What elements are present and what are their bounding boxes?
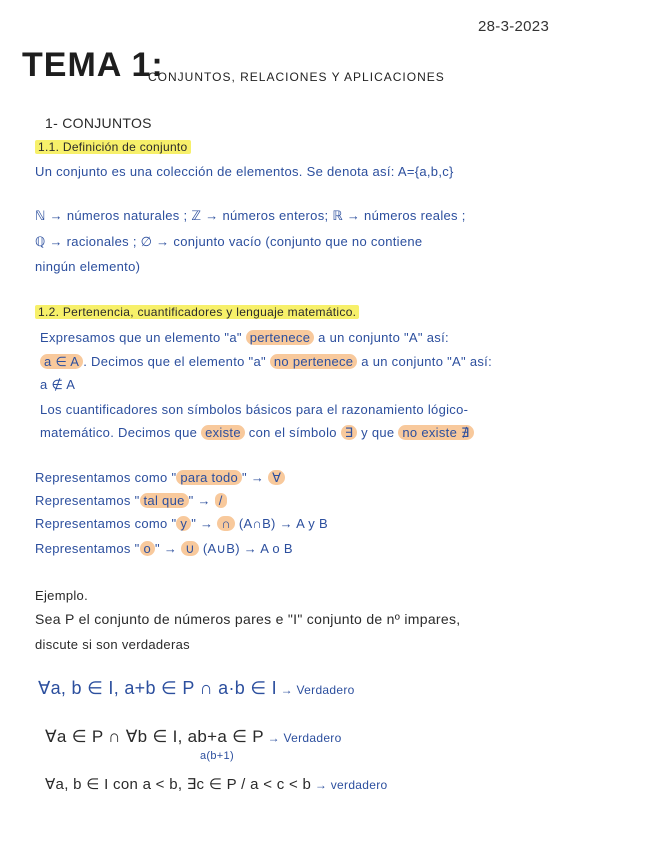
note-text: Representamos " — [35, 541, 140, 556]
highlighted-text: 1.1. Definición de conjunto — [35, 140, 191, 154]
note-text: ∀a, b ∈ I, a+b ∈ P ∩ a·b ∈ I — [38, 678, 277, 698]
note-line — [40, 425, 474, 441]
note-text: " → — [155, 541, 182, 556]
note-line — [40, 354, 492, 370]
note-line — [35, 259, 140, 274]
note-text: ∀a ∈ P ∩ ∀b ∈ I, ab+a ∈ P — [45, 727, 264, 746]
highlighted-text: 1.2. Pertenencia, cuantificadores y lenguaje matemático. — [35, 305, 359, 319]
note-text: Sea P el conjunto de números pares e "I" conjunto de nº impares, — [35, 611, 461, 627]
note-text: → verdadero — [311, 778, 388, 792]
note-text: " → — [191, 516, 218, 531]
highlighted-text: a ∈ A — [40, 354, 83, 369]
highlighted-text: tal que — [140, 493, 189, 508]
note-text: (A∩B) → A y B — [234, 516, 328, 531]
highlighted-text: para todo — [176, 470, 242, 485]
note-text: Ejemplo. — [35, 588, 88, 603]
note-text: discute si son verdaderas — [35, 637, 190, 652]
note-line — [35, 470, 285, 486]
note-text: ∀a, b ∈ I con a < b, ∃c ∈ P / a < c < b — [45, 776, 312, 793]
note-text: matemático. Decimos que — [40, 425, 202, 440]
note-text: " → — [188, 493, 215, 508]
highlighted-text: pertenece — [246, 330, 315, 345]
note-text: a ∉ A — [40, 377, 76, 392]
note-text: a un conjunto "A" así: — [314, 330, 449, 345]
note-line — [40, 330, 449, 345]
note-text: con el símbolo — [244, 425, 341, 440]
note-text: ℕ → números naturales ; ℤ → números enteros; ℝ → números reales ; — [35, 208, 466, 223]
note-line — [35, 208, 466, 224]
note-line — [35, 234, 422, 250]
note-text: Representamos como " — [35, 516, 177, 531]
page-title: TEMA 1: — [22, 46, 164, 84]
note-line — [40, 377, 75, 393]
note-text: 1- CONJUNTOS — [45, 115, 152, 131]
note-line — [45, 775, 388, 793]
note-line — [35, 164, 454, 179]
highlighted-text: / — [215, 493, 227, 508]
note-text: . Decimos que el elemento "a" — [83, 354, 270, 369]
note-text: → Verdadero — [263, 731, 342, 745]
note-line — [35, 541, 293, 557]
note-line — [200, 750, 234, 762]
note-text: Representamos como " — [35, 470, 177, 485]
highlighted-text: existe — [201, 425, 245, 440]
note-text: ningún elemento) — [35, 259, 141, 274]
note-line — [35, 588, 88, 603]
highlighted-text: ∩ — [217, 516, 235, 531]
highlighted-text: ∃ — [341, 425, 358, 440]
note-text: ℚ → racionales ; ∅ → conjunto vacío (conjunto que no contiene — [35, 234, 423, 249]
highlighted-text: y — [176, 516, 191, 531]
note-line — [40, 402, 468, 417]
highlighted-text: ∪ — [181, 541, 199, 556]
note-line — [35, 516, 328, 531]
note-text: a un conjunto "A" así: — [357, 354, 492, 369]
highlighted-text: o — [140, 541, 156, 556]
note-line — [35, 305, 359, 319]
note-text: Expresamos que un elemento "a" — [40, 330, 246, 345]
note-text: → Verdadero — [276, 683, 355, 697]
date: 28-3-2023 — [478, 18, 550, 35]
note-line — [35, 493, 227, 508]
highlighted-text: no pertenece — [270, 354, 358, 369]
note-line — [38, 678, 355, 699]
note-line — [35, 140, 191, 154]
note-text: (A∪B) → A o B — [198, 541, 293, 556]
note-line — [35, 611, 460, 627]
highlighted-text: no existe ∄ — [398, 425, 473, 440]
note-text: Los cuantificadores son símbolos básicos para el razonamiento lógico- — [40, 402, 469, 417]
note-text: " → — [242, 470, 269, 485]
note-line — [35, 637, 190, 652]
page-subtitle: CONJUNTOS, RELACIONES Y APLICACIONES — [148, 70, 445, 84]
note-text: a(b+1) — [200, 750, 234, 762]
note-line — [45, 115, 152, 131]
note-text: Representamos " — [35, 493, 140, 508]
note-line — [45, 727, 342, 747]
note-text: y que — [357, 425, 399, 440]
highlighted-text: ∀ — [268, 470, 285, 485]
note-text: Un conjunto es una colección de elementos. Se denota así: A={a,b,c} — [35, 164, 454, 179]
